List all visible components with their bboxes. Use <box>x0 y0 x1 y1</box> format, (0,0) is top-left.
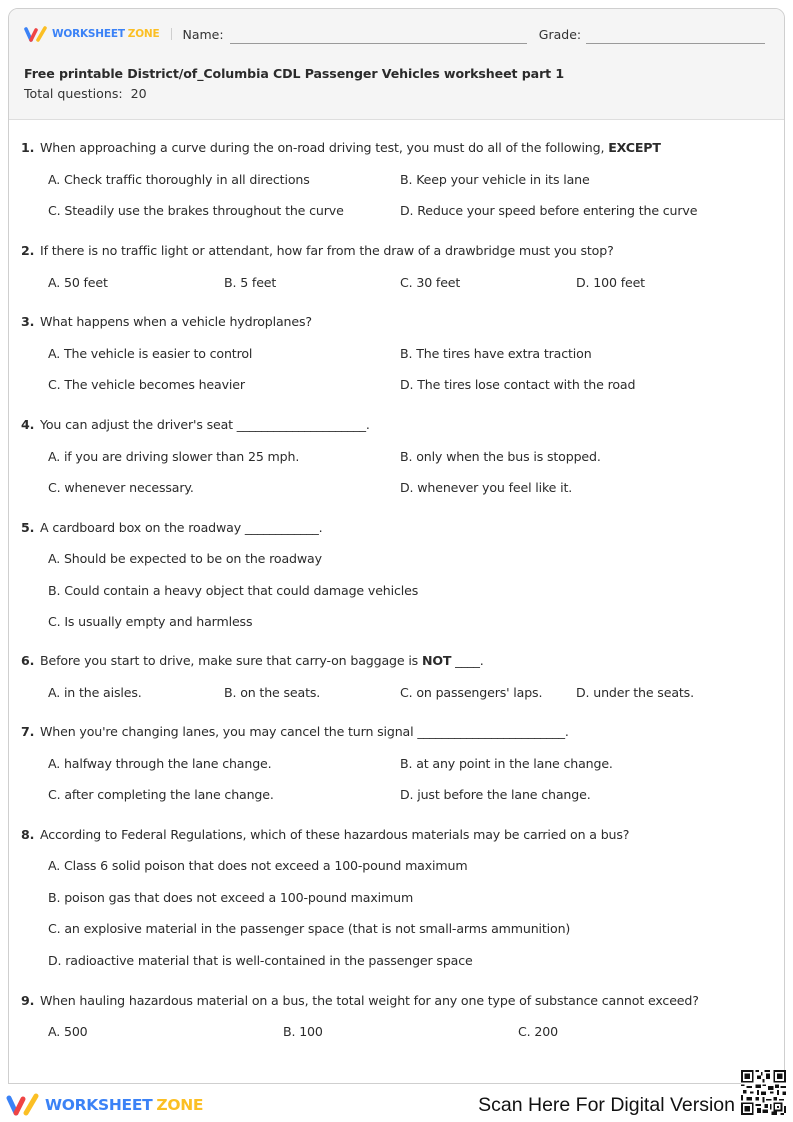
option-c[interactable]: C. an explosive material in the passenger space (that is not small-arms ammunition) <box>48 921 571 936</box>
question-stem: 3. What happens when a vehicle hydroplanes? <box>21 314 312 329</box>
option-c[interactable]: C. Is usually empty and harmless <box>48 614 253 629</box>
question-stem: 8. According to Federal Regulations, which of these hazardous materials may be carried on a bus? <box>21 827 630 842</box>
option-c[interactable]: C. after completing the lane change. <box>48 787 274 802</box>
grade-field[interactable] <box>586 30 765 44</box>
option-c[interactable]: C. 200 <box>518 1024 558 1039</box>
scan-for-digital-version: Scan Here For Digital Version <box>478 1094 735 1116</box>
option-b[interactable]: B. poison gas that does not exceed a 100-pound maximum <box>48 890 414 905</box>
option-a[interactable]: A. Should be expected to be on the roadway <box>48 551 322 566</box>
option-c[interactable]: C. whenever necessary. <box>48 480 194 495</box>
qr-code-icon[interactable] <box>741 1070 786 1115</box>
option-a[interactable]: A. 50 feet <box>48 275 108 290</box>
option-d[interactable]: D. The tires lose contact with the road <box>400 377 636 392</box>
option-c[interactable]: C. The vehicle becomes heavier <box>48 377 245 392</box>
option-a[interactable]: A. Check traffic thoroughly in all directions <box>48 172 310 187</box>
option-d[interactable]: D. Reduce your speed before entering the curve <box>400 203 698 218</box>
brand-logo <box>24 26 160 42</box>
option-d[interactable]: D. whenever you feel like it. <box>400 480 573 495</box>
option-a[interactable]: A. if you are driving slower than 25 mph. <box>48 449 300 464</box>
option-b[interactable]: B. Keep your vehicle in its lane <box>400 172 590 187</box>
header-divider <box>171 28 172 40</box>
question-stem: 6. Before you start to drive, make sure that carry-on baggage is NOT ____. <box>21 653 484 668</box>
option-a[interactable]: A. 500 <box>48 1024 88 1039</box>
option-a[interactable]: A. Class 6 solid poison that does not exceed a 100-pound maximum <box>48 858 468 873</box>
worksheet-zone-logo-icon <box>6 1093 40 1117</box>
option-b[interactable]: B. Could contain a heavy object that could damage vehicles <box>48 583 419 598</box>
footer-brand-wordmark: WORKSHEET ZONE <box>45 1096 204 1114</box>
grade-label: Grade: <box>538 26 582 42</box>
option-b[interactable]: B. 5 feet <box>224 275 277 290</box>
footer-brand-logo <box>6 1093 203 1117</box>
option-c[interactable]: C. 30 feet <box>400 275 461 290</box>
worksheet-zone-logo-icon <box>24 26 48 42</box>
option-b[interactable]: B. only when the bus is stopped. <box>400 449 601 464</box>
option-b[interactable]: B. 100 <box>283 1024 323 1039</box>
option-b[interactable]: B. on the seats. <box>224 685 321 700</box>
option-d[interactable]: D. radioactive material that is well-contained in the passenger space <box>48 953 473 968</box>
option-d[interactable]: D. just before the lane change. <box>400 787 591 802</box>
question-stem: 7. When you're changing lanes, you may cancel the turn signal ________________________. <box>21 724 569 739</box>
option-d[interactable]: D. 100 feet <box>576 275 645 290</box>
option-c[interactable]: C. Steadily use the brakes throughout the curve <box>48 203 344 218</box>
total-questions <box>24 86 147 101</box>
name-field[interactable] <box>230 30 527 44</box>
option-a[interactable]: A. halfway through the lane change. <box>48 756 272 771</box>
total-questions-value: 20 <box>130 86 147 101</box>
worksheet-header <box>9 9 784 120</box>
worksheet-title: Free printable District/of_Columbia CDL Passenger Vehicles worksheet part 1 <box>24 66 565 81</box>
option-a[interactable]: A. The vehicle is easier to control <box>48 346 253 361</box>
option-d[interactable]: D. under the seats. <box>576 685 694 700</box>
brand-wordmark: WORKSHEET ZONE <box>52 28 160 40</box>
question-stem: 9. When hauling hazardous material on a bus, the total weight for any one type of substance cannot exceed? <box>21 993 699 1008</box>
question-stem: 2. If there is no traffic light or attendant, how far from the draw of a drawbridge must you stop? <box>21 243 614 258</box>
question-stem: 4. You can adjust the driver's seat _____________________. <box>21 417 370 432</box>
option-c[interactable]: C. on passengers' laps. <box>400 685 543 700</box>
option-b[interactable]: B. The tires have extra traction <box>400 346 592 361</box>
option-b[interactable]: B. at any point in the lane change. <box>400 756 613 771</box>
question-stem: 5. A cardboard box on the roadway ____________. <box>21 520 323 535</box>
question-stem: 1. When approaching a curve during the on-road driving test, you must do all of the following, EXCEPT <box>21 140 661 155</box>
option-a[interactable]: A. in the aisles. <box>48 685 142 700</box>
name-label: Name: <box>182 26 224 42</box>
header-top-row <box>24 26 765 42</box>
total-questions-label: Total questions: <box>24 86 123 101</box>
